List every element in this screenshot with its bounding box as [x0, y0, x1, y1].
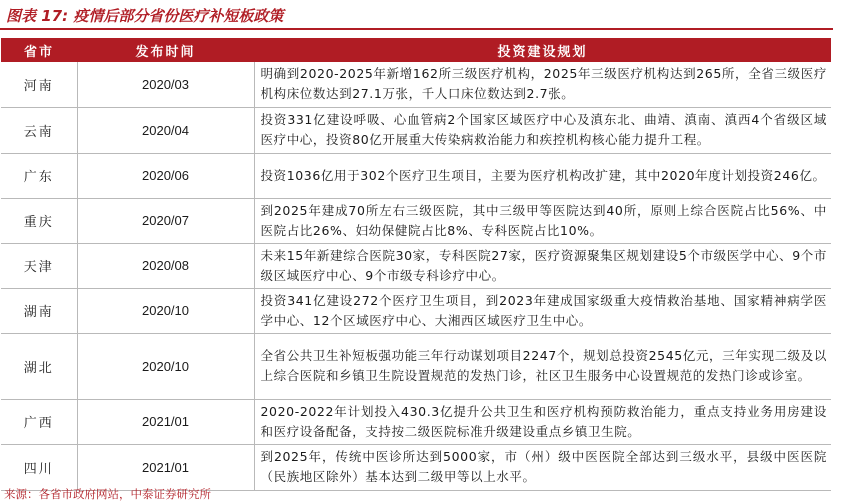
date-cell: 2020/06 — [77, 153, 254, 198]
date-cell: 2020/04 — [77, 107, 254, 153]
date-cell: 2020/07 — [77, 198, 254, 243]
plan-cell: 2020-2022年计划投入430.3亿提升公共卫生和医疗机构预防救治能力，重点支持业务用房建设和医疗设备配备，支持按二级医院标准升级建设重点乡镇卫生院。 — [254, 399, 831, 444]
table-row — [1, 198, 831, 243]
table-row — [1, 333, 831, 399]
province-cell: 湖南 — [1, 288, 77, 333]
title-bar — [0, 0, 833, 30]
province-cell: 湖北 — [1, 333, 77, 399]
header-plan: 投资建设规划 — [254, 38, 831, 62]
date-cell: 2021/01 — [77, 444, 254, 490]
province-cell: 广东 — [1, 153, 77, 198]
table-row — [1, 243, 831, 288]
table-row — [1, 62, 831, 107]
plan-cell: 未来15年新建综合医院30家，专科医院27家，医疗资源聚集区规划建设5个市级医学中心、9个市级区域医疗中心、9个市级专科诊疗中心。 — [254, 243, 831, 288]
date-cell: 2020/08 — [77, 243, 254, 288]
plan-cell: 到2025年，传统中医诊所达到5000家，市（州）级中医医院全部达到三级水平，县级中医医院（民族地区除外）基本达到二级甲等以上水平。 — [254, 444, 831, 490]
table-row — [1, 399, 831, 444]
date-cell: 2020/10 — [77, 288, 254, 333]
plan-cell: 投资341亿建设272个医疗卫生项目，到2023年建成国家级重大疫情救治基地、国家精神病学医学中心、12个区域医疗中心、大湘西区域医疗卫生中心。 — [254, 288, 831, 333]
date-cell: 2020/03 — [77, 62, 254, 107]
table-row — [1, 288, 831, 333]
province-cell: 天津 — [1, 243, 77, 288]
date-cell: 2021/01 — [77, 399, 254, 444]
plan-cell: 全省公共卫生补短板强功能三年行动谋划项目2247个，规划总投资2545亿元，三年实现二级及以上综合医院和乡镇卫生院设置规范的发热门诊，社区卫生服务中心设置规范的发热门诊或诊室。 — [254, 333, 831, 399]
source-note: 来源：各省市政府网站，中泰证券研究所 — [4, 487, 211, 501]
province-cell: 河南 — [1, 62, 77, 107]
plan-cell: 投资1036亿用于302个医疗卫生项目，主要为医疗机构改扩建，其中2020年度计划投资246亿。 — [254, 153, 831, 198]
plan-cell: 明确到2020-2025年新增162所三级医疗机构，2025年三级医疗机构达到265所，全省三级医疗机构床位数达到27.1万张，千人口床位数达到2.7张。 — [254, 62, 831, 107]
table-row — [1, 153, 831, 198]
plan-cell: 投资331亿建设呼吸、心血管病2个国家区域医疗中心及滇东北、曲靖、滇南、滇西4个省级区域医疗中心，投资80亿开展重大传染病救治能力和疾控机构核心能力提升工程。 — [254, 107, 831, 153]
table-header-row — [1, 38, 831, 62]
province-cell: 重庆 — [1, 198, 77, 243]
province-cell: 四川 — [1, 444, 77, 490]
table-row — [1, 444, 831, 490]
header-province: 省市 — [1, 38, 77, 62]
province-cell: 广西 — [1, 399, 77, 444]
header-date: 发布时间 — [77, 38, 254, 62]
plan-cell: 到2025年建成70所左右三级医院，其中三级甲等医院达到40所，原则上综合医院占比56%、中医院占比26%、妇幼保健院占比8%、专科医院占比10%。 — [254, 198, 831, 243]
date-cell: 2020/10 — [77, 333, 254, 399]
figure-title: 图表 17: 疫情后部分省份医疗补短板政策 — [6, 7, 284, 25]
province-cell: 云南 — [1, 107, 77, 153]
policy-table — [1, 38, 831, 491]
table-row — [1, 107, 831, 153]
